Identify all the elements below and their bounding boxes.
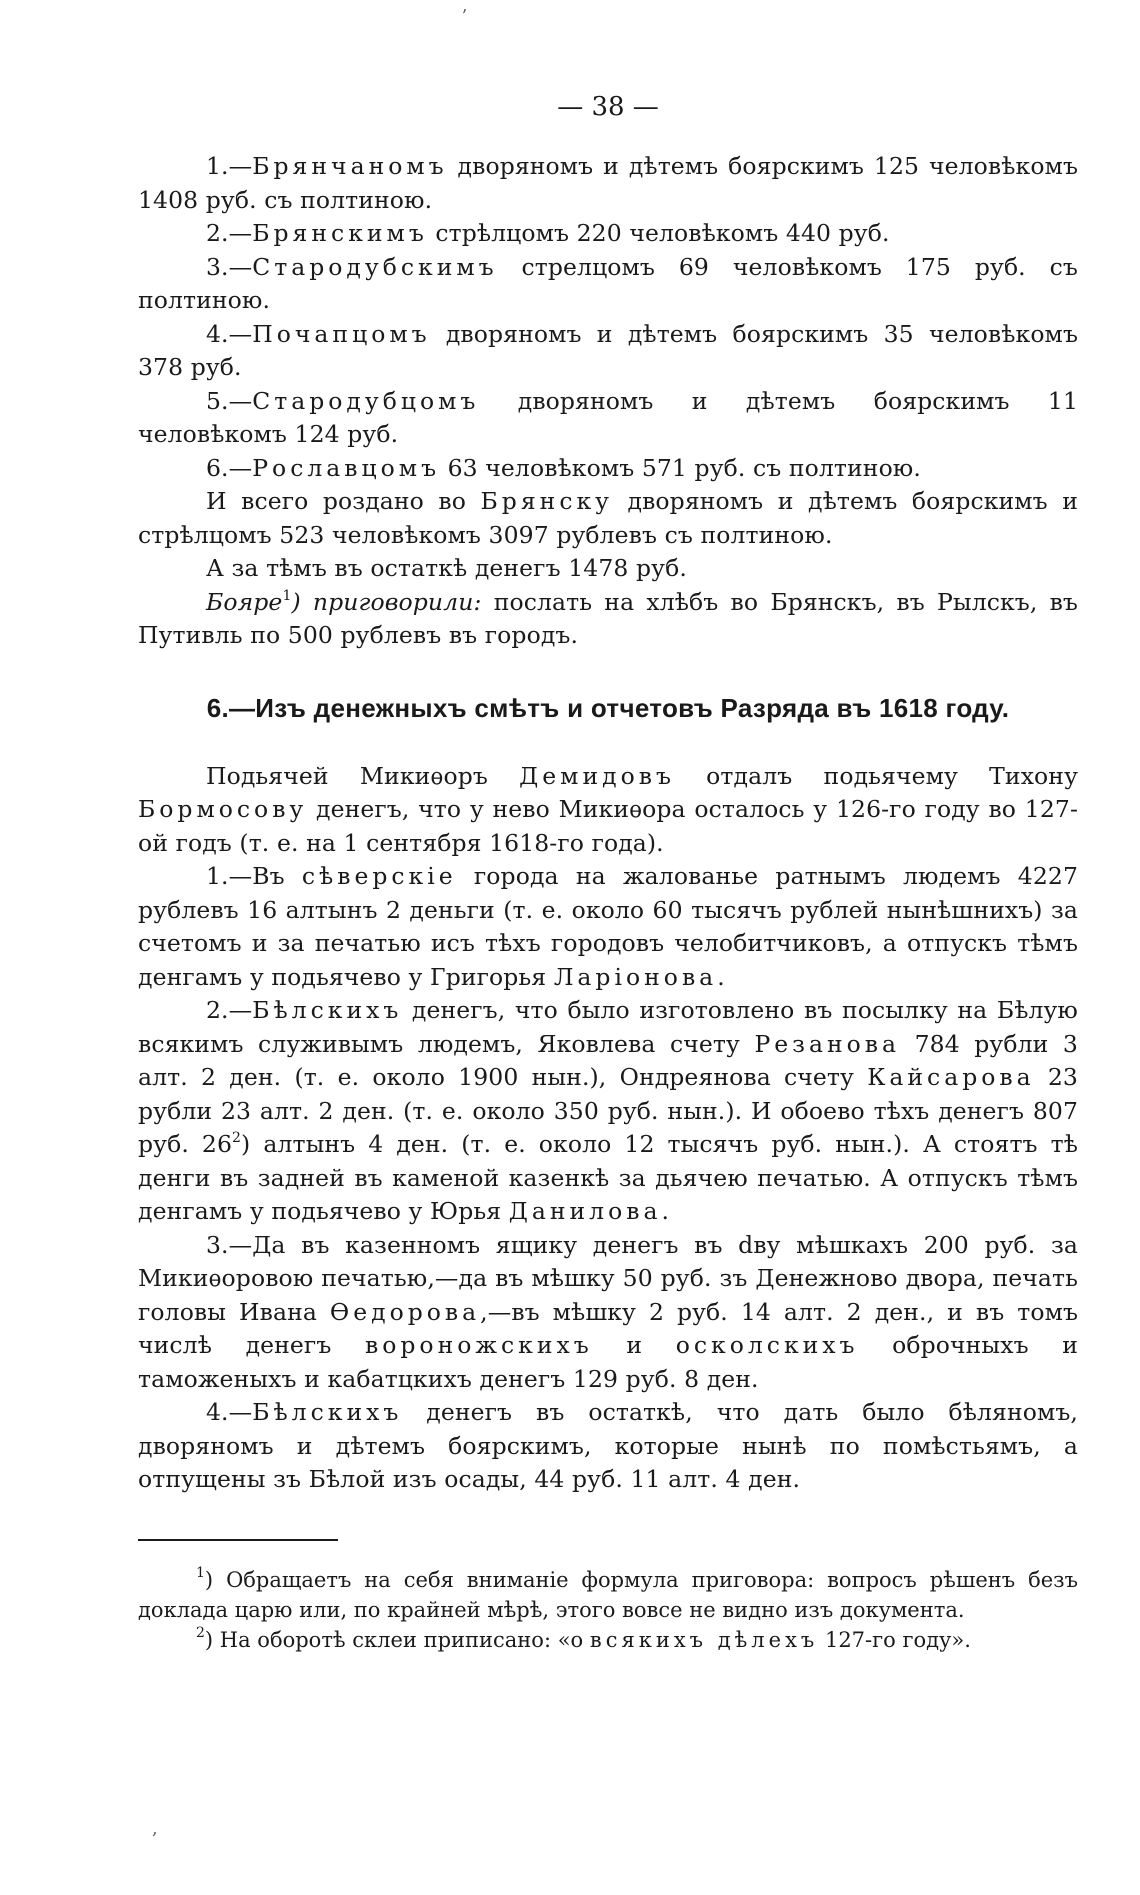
footnote-ref[interactable]: 2 [232, 1130, 242, 1146]
list-item: 1.—Въ сѣверскіе города на жалованье ратнымъ людемъ 4227 рублевъ 16 алтынъ 2 деньги (т. е. около 60 тысячъ рублей нынѣшнихъ) за счетомъ и за печатью исъ тѣхъ городовъ челобитчиковъ, а отпускъ тѣмъ денгамъ у подьячево у Григорья Ларіонова. [138, 862, 1078, 991]
footnote: $^1$) Обращаетъ на себя вниманіе формула приговора: вопросъ рѣшенъ безъ доклада царю или, по крайней мѣрѣ, этого вовсе не видно изъ документа. [138, 1564, 1078, 1622]
list-item: 3.—Стародубскимъ стрелцомъ 69 человѣкомъ 175 руб. съ полтиною. [138, 252, 1078, 314]
list-item: 6.—Рославцомъ 63 человѣкомъ 571 руб. съ полтиною. [206, 453, 921, 482]
footnote-divider [138, 1539, 338, 1541]
list-item: 2.—Брянскимъ стрѣлцомъ 220 человѣкомъ 440 руб. [206, 219, 890, 247]
section-title: 6.—Изъ денежныхъ смѣтъ и отчетовъ Разряда въ 1618 году. [206, 692, 1010, 723]
list-item: 5.—Стародубцомъ дворяномъ и дѣтемъ боярскимъ 11 человѣкомъ 124 руб. [138, 386, 1078, 448]
list-item: 2.—Бѣлскихъ денегъ, что было изготовлено въ посылку на Бѣлую всякимъ служивымъ людемъ, Яковлева счету Резанова 784 рубли 3 алт. 2 ден. (т. е. около 1900 нын.), Ондреянова счету Кайсарова 23 рубли 23 алт. 2 ден. (т. е. около 350 руб. нын.). И обоево тѣхъ денегъ 807 руб. $26^2$) алтынъ 4 ден. (т. е. около 12 тысячъ руб. нын.). А стоятъ тѣ денги въ задней въ каменой казенкѣ за дьячею печатью. А отпускъ тѣмъ денгамъ у подьячево у Юрья Данилова. [138, 996, 1079, 1225]
intro-paragraph: Подьячей Микиѳоръ Демидовъ отдалъ подьячему Тихону Бормосову денегъ, что у нево Микиѳора осталось у 126-го году во 127-ой годъ (т. е. на 1 сентября 1618-го года). [138, 761, 1078, 857]
list-item: 1.—Брянчаномъ дворяномъ и дѣтемъ боярскимъ 125 человѣкомъ 1408 руб. съ полтиною. [138, 152, 1078, 214]
document-page [138, 92, 1078, 1655]
scan-mark: , [152, 1818, 158, 1839]
boyars-paragraph: Бояре$^1$) приговорили: послать на хлѣбъ во Брянскъ, въ Рылскъ, въ Путивль по 500 рублевъ въ городъ. [138, 587, 1078, 649]
footnote: $^2$) На оборотѣ склеи приписано: «о всякихъ дѣлехъ 127-го году». [196, 1624, 971, 1652]
list-item: 4.—Бѣлскихъ денегъ въ остаткѣ, что дать было бѣляномъ, дворяномъ и дѣтемъ боярскимъ, которые нынѣ по помѣстьямъ, а отпущены зъ Бѣлой изъ осады, 44 руб. 11 алт. 4 ден. [138, 1398, 1078, 1493]
remainder-paragraph: А за тѣмъ въ остаткѣ денегъ 1478 руб. [206, 554, 687, 582]
total-paragraph: И всего роздано во Брянску дворяномъ и дѣтемъ боярскимъ и стрѣлцомъ 523 человѣкомъ 3097 рублевъ съ полтиною. [138, 487, 1078, 549]
page-number: — 38 — [557, 92, 659, 122]
footnote-ref[interactable]: 1 [282, 587, 292, 604]
scan-mark: ʼ [461, 6, 467, 27]
list-item: 4.—Почапцомъ дворяномъ и дѣтемъ боярскимъ 35 человѣкомъ 378 руб. [138, 319, 1078, 381]
list-item: 3.—Да въ казенномъ ящику денегъ въ dву мѣшкахъ 200 руб. за Микиѳоровою печатью,—да въ мѣшку 50 руб. зъ Денежново двора, печать головы Ивана Ѳедорова,—въ мѣшку 2 руб. 14 алт. 2 ден., и въ томъ числѣ денегъ вороножскихъ и осколскихъ оброчныхъ и таможеныхъ и кабатцкихъ денегъ 129 руб. 8 ден. [138, 1230, 1078, 1393]
